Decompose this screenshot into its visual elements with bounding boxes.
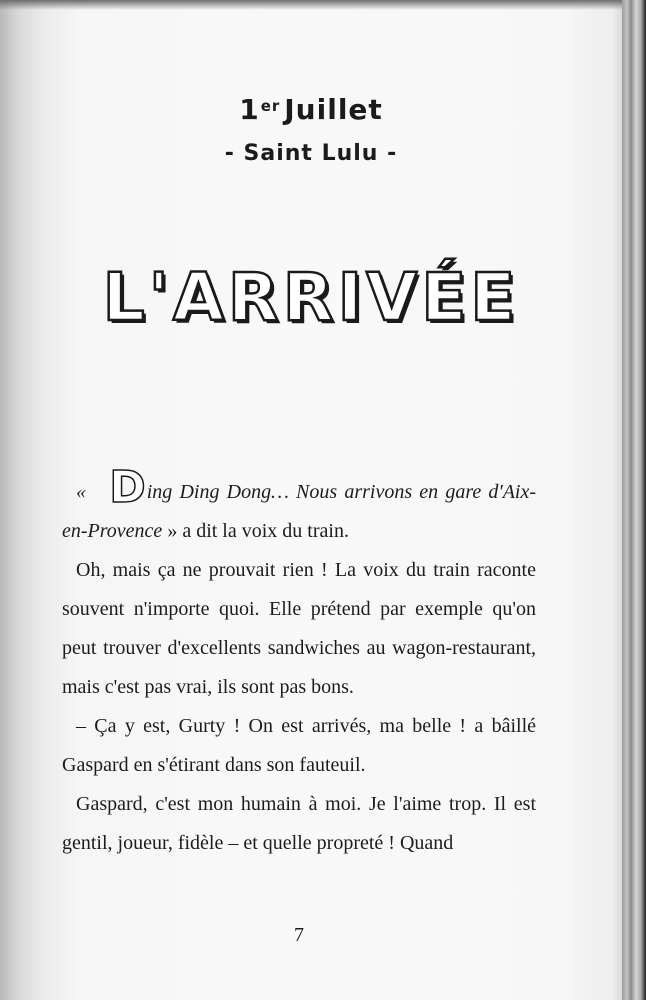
chapter-body [62,462,537,863]
train-announcement: ing Ding Dong… Nous arrivons en gare d'Aix-en-Provence [62,481,537,542]
chapter-title: L'ARRIVÉE [102,259,520,336]
paragraph-4: Gaspard, c'est mon humain à moi. Je l'aime trop. Il est gentil, joueur, fidèle – et quelle propreté ! Quand [62,793,536,854]
date-day-suffix: er [260,97,281,115]
chapter-date [0,93,622,126]
date-day: 1 [239,93,260,126]
page-shadow [0,0,622,10]
paragraph-2: Oh, mais ça ne prouvait rien ! La voix du train raconte souvent n'importe quoi. Elle prétend par exemple qu'on peut trouver d'excellents sandwiches au wagon-restaurant, mais c'est pas vrai, ils sont pas bons. [62,559,536,698]
paragraph-1 [62,462,537,551]
paragraph-1-rest: » a dit la voix du train. [167,520,349,542]
book-page-edges [622,0,646,1000]
date-month: Juillet [284,93,383,126]
open-quote: « [76,481,86,503]
page-number: 7 [294,924,304,946]
drop-cap: D [109,462,146,513]
saint-of-day: - Saint Lulu - [224,141,398,166]
paragraph-3: – Ça y est, Gurty ! On est arrivés, ma belle ! a bâillé Gaspard en s'étirant dans son fauteuil. [62,715,536,776]
